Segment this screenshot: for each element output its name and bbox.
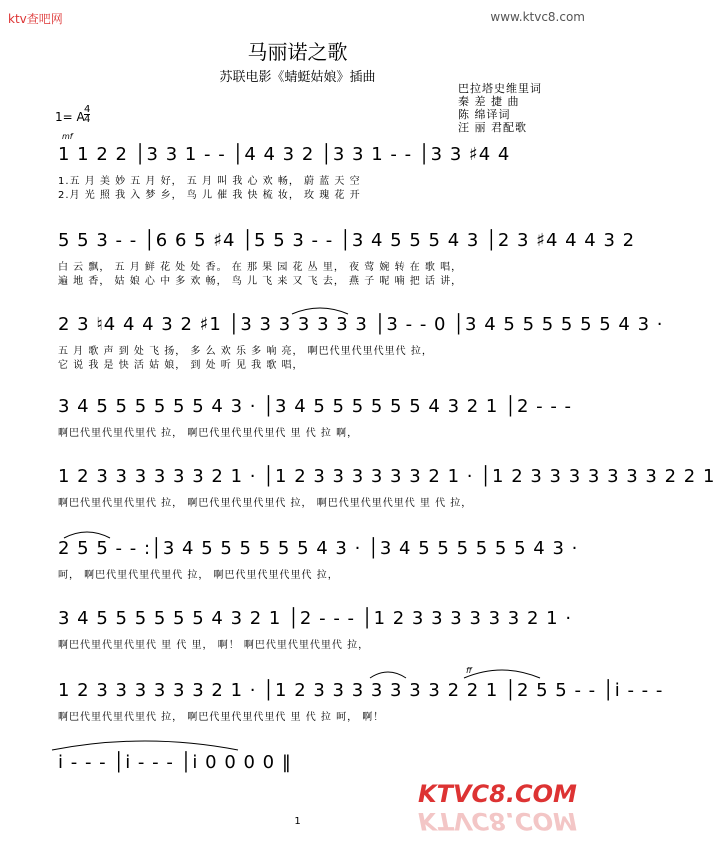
page-number: 1: [294, 816, 301, 827]
lyric-verse-1: 啊巴代里代里代里代 拉， 啊巴代里代里代里代 里 代 拉 呵， 啊！: [58, 712, 385, 723]
credit-composer: 秦 差 捷 曲: [458, 95, 520, 108]
lyric-verse-1: 呵， 啊巴代里代里代里代 拉， 啊巴代里代里代里代 拉，: [58, 570, 339, 581]
time-signature: [84, 105, 90, 124]
score-row-3: [0, 314, 664, 371]
notation-line: 2 5 5 - - :│3 4 5 5 5 5 5 5 4 3 · │3 4 5 5 5 5 5 5 4 3 ·: [58, 538, 579, 559]
song-subtitle: 苏联电影《蜻蜓姑娘》插曲: [219, 70, 376, 85]
score-row-5: [0, 466, 715, 510]
lyric-verse-2: 它 说 我 是 快 活 姑 娘， 到 处 听 见 我 歌 唱，: [58, 360, 304, 371]
tie-curve: [62, 528, 112, 540]
ktvc8-logo-reflection: KTVC8.COM: [418, 807, 577, 835]
key-signature: 1= A: [55, 110, 85, 124]
lyric-verse-1: 1.五 月 美 妙 五 月 好， 五 月 叫 我 心 欢 畅， 蔚 蓝 天 空: [58, 176, 361, 187]
time-signature-top: 4: [84, 104, 91, 115]
tie-curve: [368, 668, 408, 680]
notation-line: 1 1 2 2 │3 3 1 - - │4 4 3 2 │3 3 1 - - │3 3 ♯4 4: [58, 144, 511, 165]
notation-line: 1 2 3 3 3 3 3 3 2 1 · │1 2 3 3 3 3 3 3 2 1 · │1 2 3 3 3 3 3 3 3 2 2 1: [58, 466, 715, 487]
tie-curve: [462, 666, 542, 680]
score-row-2: [0, 230, 636, 287]
site-header-left: ktv查吧网: [8, 12, 63, 26]
credit-arranger: 汪 丽 君配歌: [458, 121, 527, 134]
notation-line: 3 4 5 5 5 5 5 5 4 3 · │3 4 5 5 5 5 5 5 4 3 2 1 │2 - - -: [58, 396, 573, 417]
lyric-verse-2: 2.月 光 照 我 入 梦 乡， 鸟 儿 催 我 快 梳 妆， 玫 瑰 花 开: [58, 190, 361, 201]
ktvc8-logo: KTVC8.COM: [418, 780, 577, 808]
lyric-verse-2: 遍 地 香， 姑 娘 心 中 多 欢 畅， 鸟 儿 飞 来 又 飞 去， 燕 子 呢 喃 把 话 讲，: [58, 276, 463, 287]
notation-line: 2 3 ♮4 4 4 3 2 ♯1 │3 3 3 3 3 3 3 │3 - - 0 │3 4 5 5 5 5 5 5 4 3 ·: [58, 314, 664, 335]
lyric-verse-1: 五 月 歌 声 到 处 飞 扬， 多 么 欢 乐 多 响 亮， 啊巴代里代里代里代 拉，: [58, 346, 433, 357]
notation-line: i - - - │i - - - │i 0 0 0 0 ‖: [58, 752, 292, 773]
lyric-verse-1: 啊巴代里代里代里代 里 代 里， 啊！ 啊巴代里代里代里代 拉，: [58, 640, 370, 651]
score-row-8: [0, 680, 664, 724]
lyric-verse-1: 啊巴代里代里代里代 拉， 啊巴代里代里代里代 里 代 拉 啊，: [58, 428, 359, 439]
score-row-4: [0, 396, 595, 440]
score-row-1: [0, 144, 595, 201]
notation-line: 1 2 3 3 3 3 3 3 2 1 · │1 2 3 3 3 3 3 3 3 2 2 1 │2 5 5 - - │i - - -: [58, 680, 664, 701]
credit-translator: 陈 绵译词: [458, 108, 511, 121]
dynamic-mf: mf: [62, 132, 73, 141]
site-header-right: www.ktvc8.com: [490, 10, 585, 24]
notation-line: 5 5 3 - - │6 6 5 ♯4 │5 5 3 - - │3 4 5 5 5 4 3 │2 3 ♯4 4 4 3 2: [58, 230, 636, 251]
dynamic-ff: ff: [466, 666, 472, 675]
notation-line: 3 4 5 5 5 5 5 5 4 3 2 1 │2 - - - │1 2 3 3 3 3 3 3 2 1 ·: [58, 608, 573, 629]
tie-curve: [50, 738, 240, 752]
song-title: 马丽诺之歌: [247, 40, 348, 64]
credit-lyricist: 巴拉塔史维里词: [458, 82, 542, 95]
score-row-7: [0, 608, 595, 652]
lyric-verse-1: 啊巴代里代里代里代 拉， 啊巴代里代里代里代 拉， 啊巴代里代里代里代 里 代 拉，: [58, 498, 473, 509]
time-signature-bottom: 4: [84, 114, 91, 125]
lyric-verse-1: 白 云 飘， 五 月 鲜 花 处 处 香。 在 那 果 园 花 丛 里， 夜 莺 婉 转 在 歌 唱，: [58, 262, 463, 273]
tie-curve: [290, 304, 350, 316]
score-row-6: [0, 538, 595, 582]
